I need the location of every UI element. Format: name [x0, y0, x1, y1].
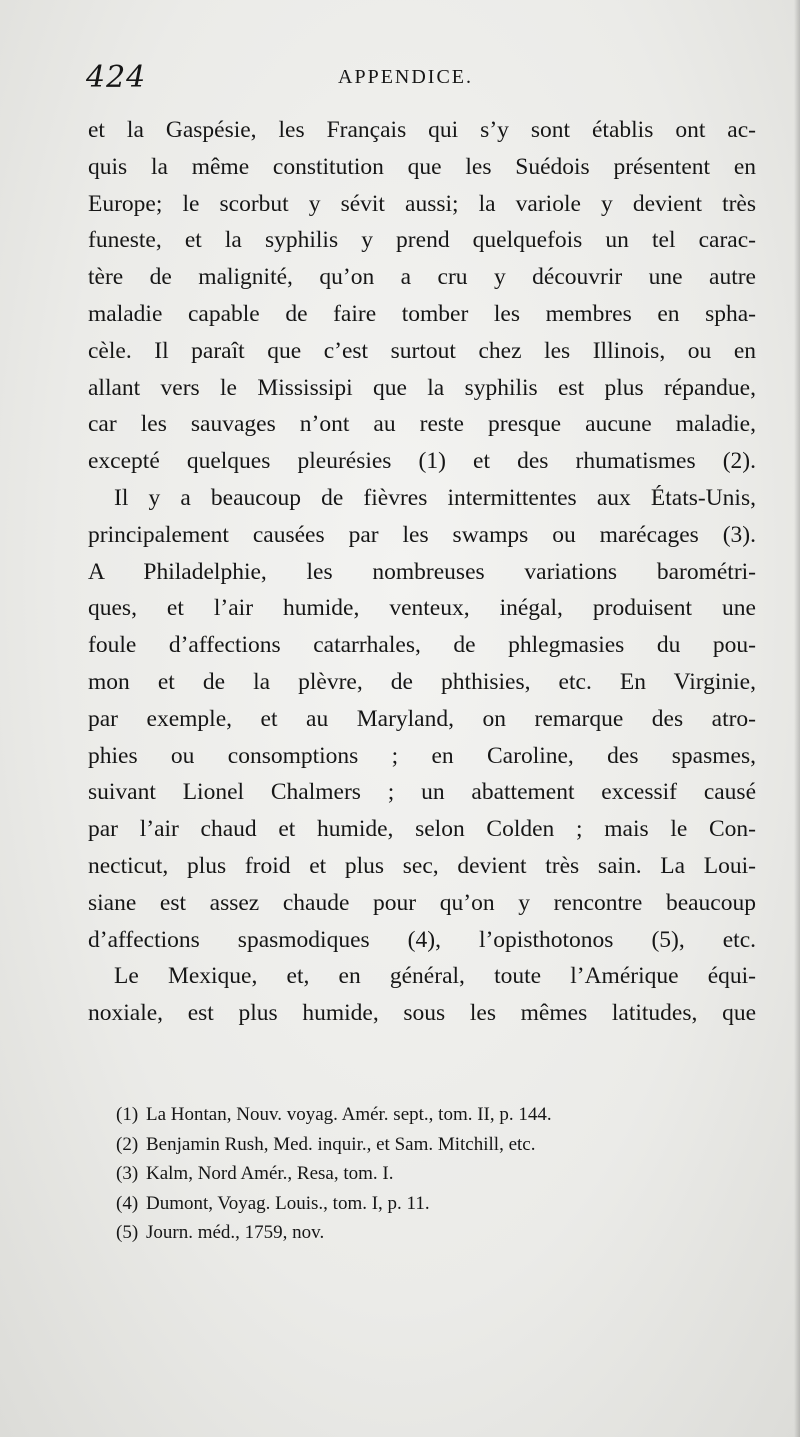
- text-line: principalement causées par les swamps ou marécages (3).: [88, 521, 756, 548]
- footnote-number: (1): [116, 1104, 139, 1125]
- text-line: d’affections spasmodiques (4), l’opisthotonos (5), etc.: [88, 926, 756, 953]
- page-number: 424: [86, 60, 147, 95]
- text-line: mon et de la plèvre, de phthisies, etc. En Virginie,: [88, 668, 756, 695]
- text-line: funeste, et la syphilis y prend quelquefois un tel carac-: [88, 227, 756, 254]
- footnote: [116, 1189, 756, 1219]
- footnote-number: (3): [116, 1163, 139, 1184]
- text-line: par l’air chaud et humide, selon Colden ; mais le Con-: [88, 816, 756, 843]
- footnote-text: Benjamin Rush, Med. inquir., et Sam. Mitchill, etc.: [146, 1133, 536, 1155]
- text-line: siane est assez chaude pour qu’on y rencontre beaucoup: [88, 889, 756, 916]
- text-line: et la Gaspésie, les Français qui s’y sont établis ont ac-: [88, 117, 756, 143]
- footnote: [116, 1130, 756, 1160]
- text-line: necticut, plus froid et plus sec, devient très sain. La Loui-: [88, 852, 756, 879]
- text-line: ques, et l’air humide, venteux, inégal, produisent une: [88, 595, 756, 622]
- footnotes: [116, 1100, 756, 1248]
- running-head: APPENDICE.: [338, 66, 474, 88]
- footnote: [116, 1100, 756, 1130]
- footnote: [116, 1159, 756, 1189]
- text-line: cèle. Il paraît que c’est surtout chez les Illinois, ou en: [88, 337, 756, 364]
- text-line: Il y a beaucoup de fièvres intermittentes aux États-Unis,: [114, 484, 756, 511]
- text-line: excepté quelques pleurésies (1) et des rhumatismes (2).: [88, 448, 756, 475]
- footnote-text: Journ. méd., 1759, nov.: [146, 1222, 325, 1243]
- footnote-number: (4): [116, 1192, 139, 1214]
- text-line: Europe; le scorbut y sévit aussi; la variole y devient très: [88, 190, 756, 217]
- text-line: A Philadelphie, les nombreuses variations barométri-: [88, 558, 756, 585]
- text-line: car les sauvages n’ont au reste presque aucune maladie,: [88, 411, 756, 438]
- footnote: [116, 1218, 756, 1248]
- text-line: quis la même constitution que les Suédois présentent en: [88, 153, 756, 180]
- text-line: maladie capable de faire tomber les membres en spha-: [88, 300, 756, 327]
- text-line: tère de malignité, qu’on a cru y découvrir une autre: [88, 264, 756, 291]
- text-line: noxiale, est plus humide, sous les mêmes latitudes, que: [88, 1000, 756, 1027]
- footnote-number: (5): [116, 1222, 139, 1243]
- footnote-text: La Hontan, Nouv. voyag. Amér. sept., tom. II, p. 144.: [146, 1104, 552, 1125]
- footnote-text: Dumont, Voyag. Louis., tom. I, p. 11.: [146, 1192, 430, 1214]
- text-line: par exemple, et au Maryland, on remarque des atro-: [88, 705, 756, 732]
- text-line: foule d’affections catarrhales, de phlegmasies du pou-: [88, 632, 756, 659]
- text-line: allant vers le Mississipi que la syphilis est plus répandue,: [88, 374, 756, 401]
- body-text: [88, 112, 756, 1032]
- text-line: phies ou consomptions ; en Caroline, des spasmes,: [88, 742, 756, 769]
- text-line: suivant Lionel Chalmers ; un abattement excessif causé: [88, 779, 756, 806]
- page-header: [0, 58, 800, 98]
- text-line: Le Mexique, et, en général, toute l’Amérique équi-: [114, 963, 756, 990]
- footnote-text: Kalm, Nord Amér., Resa, tom. I.: [146, 1163, 394, 1184]
- footnote-number: (2): [116, 1133, 139, 1155]
- page-edge-shadow: [794, 0, 800, 1437]
